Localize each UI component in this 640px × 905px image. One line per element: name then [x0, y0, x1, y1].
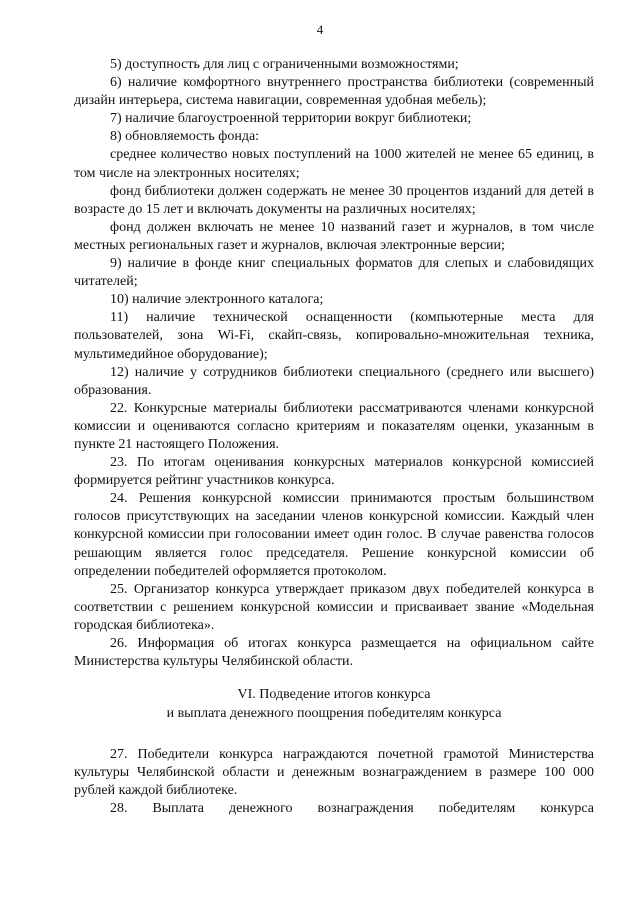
paragraph-item-8: 8) обновляемость фонда: [110, 129, 260, 145]
section-heading-line-2: и выплата денежного поощрения победителям конкурса [166, 706, 502, 722]
paragraph-item-6: 6) наличие комфортного внутреннего пространства библиотеки (современный дизайн интерьера, система навигации, современная удобная мебель); [74, 75, 594, 109]
paragraph-periodicals: фонд должен включать не менее 10 названий газет и журналов, в том числе местных региональных газет и журналов, включая электронные версии; [74, 219, 594, 253]
paragraph-clause-23: 23. По итогам оценивания конкурсных материалов конкурсной комиссией формируется рейтинг участников конкурса. [74, 455, 594, 489]
page-number: 4 [316, 22, 324, 37]
paragraph-children-fund: фонд библиотеки должен содержать не менее 30 процентов изданий для детей в возрасте до 15 лет и включать документы на различных носителях; [74, 183, 594, 217]
paragraph-clause-26: 26. Информация об итогах конкурса размещается на официальном сайте Министерства культуры Челябинской области. [74, 636, 594, 670]
paragraph-item-10: 10) наличие электронного каталога; [110, 292, 324, 308]
paragraph-clause-27: 27. Победители конкурса награждаются почетной грамотой Министерства культуры Челябинской области и денежным вознаграждением в размере 100 000 рублей каждой библиотеке. [74, 747, 594, 799]
document-body [74, 56, 594, 819]
paragraph-item-5: 5) доступность для лиц с ограниченными возможностями; [110, 57, 459, 72]
paragraph-clause-28: 28. Выплата денежного вознаграждения победителям конкурса [110, 801, 594, 817]
paragraph-new-acquisitions: среднее количество новых поступлений на 1000 жителей не менее 65 единиц, в том числе на электронных носителях; [74, 147, 594, 181]
paragraph-item-12: 12) наличие у сотрудников библиотеки специального (среднего или высшего) образования. [74, 364, 594, 398]
paragraph-item-9: 9) наличие в фонде книг специальных форматов для слепых и слабовидящих читателей; [74, 256, 594, 290]
paragraph-item-7: 7) наличие благоустроенной территории вокруг библиотеки; [110, 111, 472, 127]
paragraph-clause-22: 22. Конкурсные материалы библиотеки рассматриваются членами конкурсной комиссии и оцениваются согласно критериям и показателям оценки, указанным в пункте 21 настоящего Положения. [74, 400, 594, 452]
section-heading-line-1: VI. Подведение итогов конкурса [237, 687, 431, 703]
paragraph-clause-24: 24. Решения конкурсной комиссии принимаются простым большинством голосов присутствующих на заседании членов конкурсной комиссии. Каждый член конкурсной комиссии при голосовании имеет один голос. В случае равенства голосов решающим является голос председателя. Решение конкурсной комиссии об определении победителей оформляется протоколом. [74, 491, 594, 579]
paragraph-clause-25: 25. Организатор конкурса утверждает приказом двух победителей конкурса в соответствии с решением конкурсной комиссии и присваивает звание «Модельная городская библиотека». [74, 581, 594, 633]
paragraph-item-11: 11) наличие технической оснащенности (компьютерные места для пользователей, зона Wi-Fi, скайп-связь, копировально-множительная техника, мультимедийное оборудование); [74, 310, 594, 362]
